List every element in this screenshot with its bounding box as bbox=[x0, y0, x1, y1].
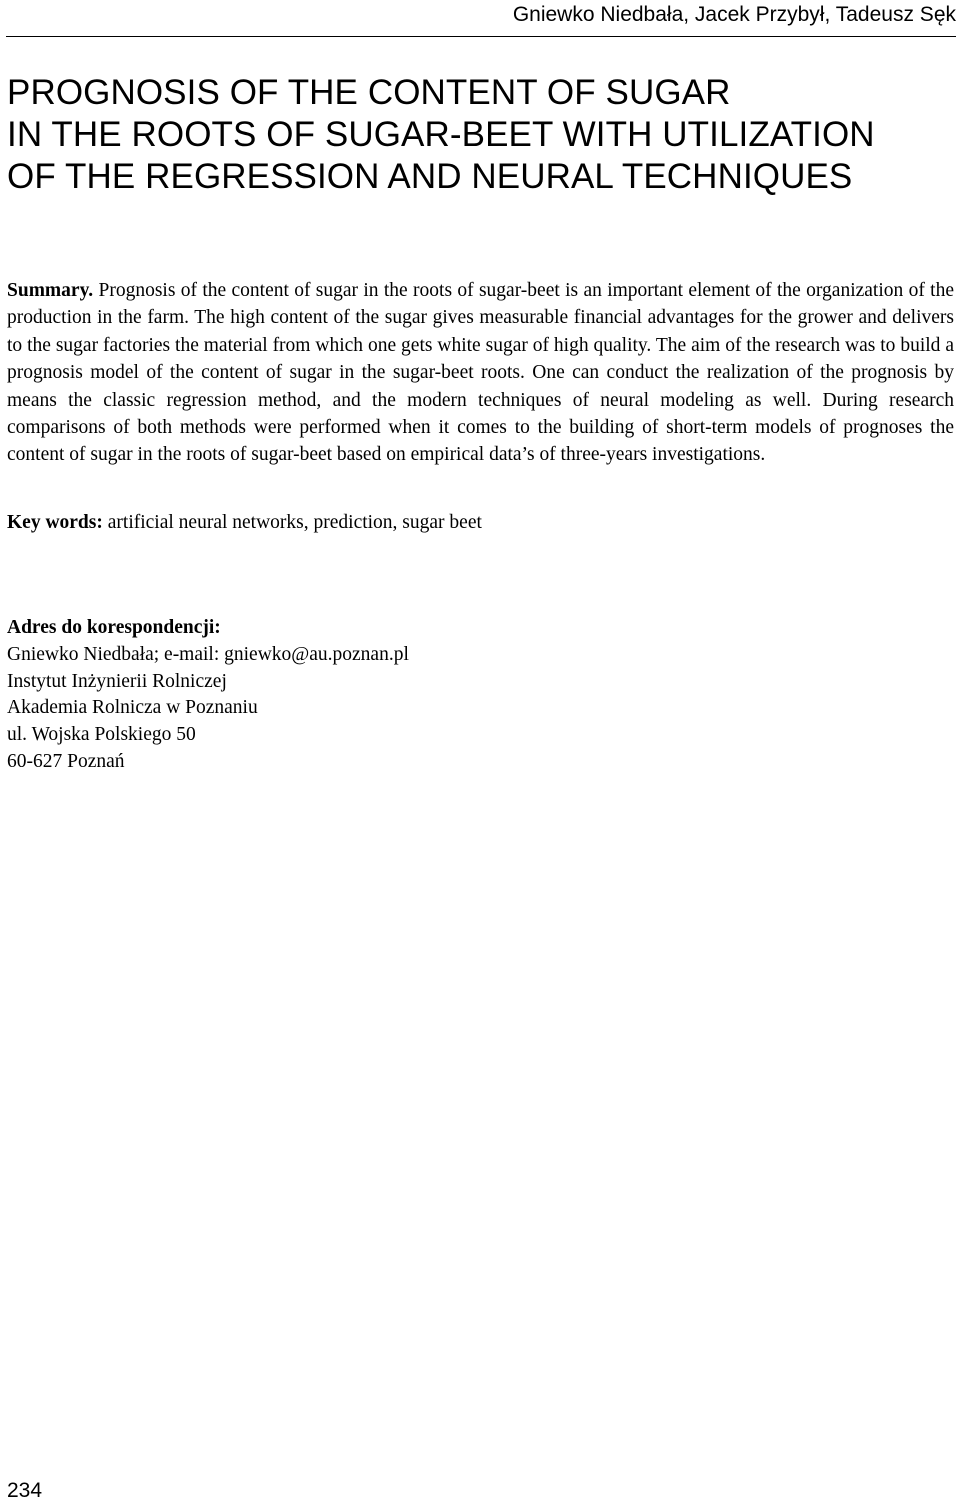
summary-text: Prognosis of the content of sugar in the roots of sugar-beet is an important element of the organization of the production in the farm. The high content of the sugar gives measurable financial advantages for the grower and delivers to the sugar factories the material from which one gets white sugar of high quality. The aim of the research was to build a prognosis model of the content of sugar in the sugar-beet roots. One can conduct the realization of the prognosis by means the classic regression method, and the modern techniques of neural modeling as well. During research comparisons of both methods were performed when it comes to the building of short-term models of prognoses the content of sugar in the roots of sugar-beet based on empirical data’s of three-years investigations. bbox=[7, 280, 955, 466]
keywords-text: artificial neural networks, prediction, sugar beet bbox=[107, 512, 482, 533]
correspondence-institute: Instytut Inżynierii Rolniczej bbox=[7, 670, 227, 692]
paper-title bbox=[7, 72, 875, 198]
correspondence-contact: Gniewko Niedbała; e-mail: gniewko@au.poznan.pl bbox=[7, 643, 409, 665]
correspondence-label: Adres do korespondencji: bbox=[7, 617, 221, 638]
keywords-label: Key words: bbox=[7, 512, 103, 533]
header-rule bbox=[6, 36, 956, 37]
page-number: 234 bbox=[7, 1479, 43, 1502]
running-header-authors: Gniewko Niedbała, Jacek Przybył, Tadeusz Sęk bbox=[512, 3, 956, 26]
summary-label: Summary. bbox=[7, 280, 94, 301]
correspondence-street: ul. Wojska Polskiego 50 bbox=[7, 724, 196, 746]
correspondence-address bbox=[7, 615, 409, 776]
keywords-paragraph bbox=[7, 509, 482, 536]
correspondence-city: 60-627 Poznań bbox=[7, 750, 125, 772]
summary-paragraph bbox=[7, 277, 954, 469]
title-line-3: OF THE REGRESSION AND NEURAL TECHNIQUES bbox=[7, 157, 853, 196]
correspondence-university: Akademia Rolnicza w Poznaniu bbox=[7, 697, 258, 719]
title-line-2: IN THE ROOTS OF SUGAR-BEET WITH UTILIZATION bbox=[7, 115, 875, 154]
title-line-1: PROGNOSIS OF THE CONTENT OF SUGAR bbox=[7, 73, 731, 112]
